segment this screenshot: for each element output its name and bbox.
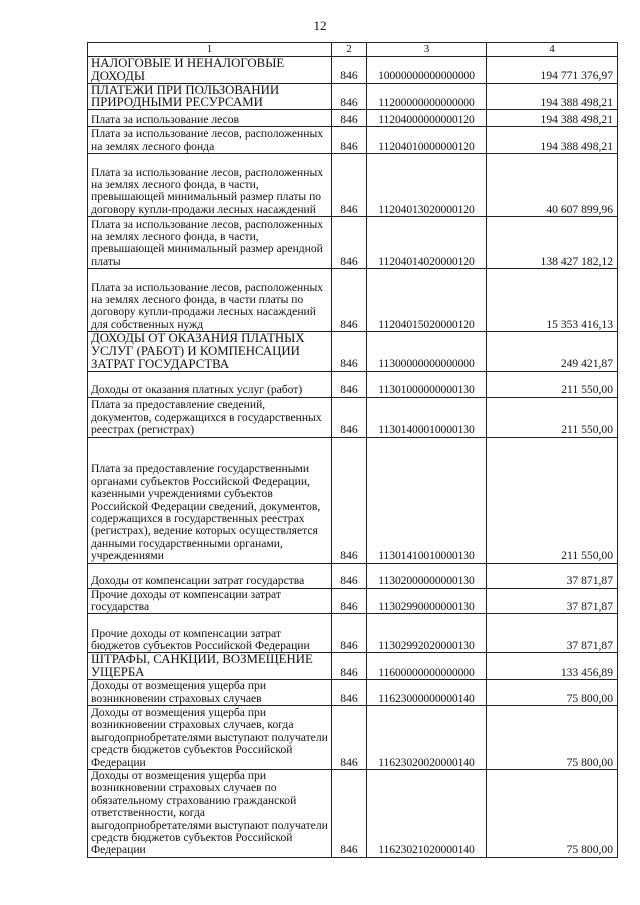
row-admin-code: 846 [332,397,367,437]
row-budget-code: 11200000000000000 [367,83,487,110]
row-admin-code: 846 [332,217,367,269]
row-budget-code: 11623020020000140 [367,705,487,769]
row-amount: 194 388 498,21 [487,83,618,110]
table-row [88,83,618,110]
row-budget-code: 11301410010000130 [367,437,487,563]
row-name: Плата за предоставление государственными органами субъектов Российской Федерации, казенными учреждениями субъектов Российской Федерации сведений, документов, содержащихся в государственных реестрах (регистрах), ведение которых осуществляется данными государственными органами, учреждениями [88,437,332,563]
row-name: НАЛОГОВЫЕ И НЕНАЛОГОВЫЕ ДОХОДЫ [88,57,332,84]
row-name: Прочие доходы от компенсации затрат бюджетов субъектов Российской Федерации [88,614,332,653]
table-row [88,588,618,614]
row-budget-code: 11302990000000130 [367,588,487,614]
row-budget-code: 11204000000000120 [367,110,487,127]
row-admin-code: 846 [332,371,367,397]
table-row [88,653,618,680]
table-row [88,127,618,154]
row-amount: 194 388 498,21 [487,127,618,154]
row-budget-code: 10000000000000000 [367,57,487,84]
row-budget-code: 11623000000000140 [367,679,487,705]
row-name: Доходы от компенсации затрат государства [88,563,332,588]
row-name: Плата за использование лесов, расположенных на землях лесного фонда [88,127,332,154]
column-header-4: 4 [487,43,618,57]
table-body [88,57,618,858]
row-admin-code: 846 [332,705,367,769]
row-name: Плата за использование лесов, расположенных на землях лесного фонда, в части, превышающей минимальный размер платы по договору купли-продажи лесных насаждений [88,154,332,217]
row-admin-code: 846 [332,57,367,84]
row-name: Доходы от возмещения ущерба при возникновении страховых случаев, когда выгодоприобретателями выступают получатели средств бюджетов субъектов Российской Федерации [88,705,332,769]
row-budget-code: 11301000000000130 [367,371,487,397]
column-number-row [88,43,618,57]
row-admin-code: 846 [332,110,367,127]
row-admin-code: 846 [332,614,367,653]
table-row [88,154,618,217]
row-admin-code: 846 [332,563,367,588]
column-header-2: 2 [332,43,367,57]
page-number: 12 [313,18,327,33]
column-header-1: 1 [88,43,332,57]
table-row [88,679,618,705]
row-name: Плата за предоставление сведений, документов, содержащихся в государственных реестрах (регистрах) [88,397,332,437]
row-name: Доходы от возмещения ущерба при возникновении страховых случаев [88,679,332,705]
row-amount: 194 771 376,97 [487,57,618,84]
table-row [88,332,618,371]
row-amount: 40 607 899,96 [487,154,618,217]
row-budget-code: 11204013020000120 [367,154,487,217]
row-amount: 75 800,00 [487,705,618,769]
row-budget-code: 11302992020000130 [367,614,487,653]
row-budget-code: 11301400010000130 [367,397,487,437]
row-budget-code: 11300000000000000 [367,332,487,371]
row-admin-code: 846 [332,437,367,563]
row-name: Доходы от возмещения ущерба при возникновении страховых случаев по обязательному страхованию гражданской ответственности, когда выгодоприобретателями выступают получатели средств бюджетов субъектов Российской Федерации [88,769,332,857]
table-row [88,371,618,397]
row-budget-code: 11204014020000120 [367,217,487,269]
row-admin-code: 846 [332,769,367,857]
table-row [88,57,618,84]
row-amount: 133 456,89 [487,653,618,680]
row-name: Доходы от оказания платных услуг (работ) [88,371,332,397]
row-admin-code: 846 [332,269,367,332]
row-budget-code: 11204015020000120 [367,269,487,332]
row-amount: 211 550,00 [487,371,618,397]
row-name: Плата за использование лесов, расположенных на землях лесного фонда, в части платы по договору купли-продажи лесных насаждений для собственных нужд [88,269,332,332]
row-amount: 211 550,00 [487,437,618,563]
table-row [88,269,618,332]
table-row [88,614,618,653]
table-row [88,110,618,127]
row-admin-code: 846 [332,588,367,614]
row-amount: 194 388 498,21 [487,110,618,127]
row-admin-code: 846 [332,679,367,705]
table-row [88,705,618,769]
row-budget-code: 11302000000000130 [367,563,487,588]
row-amount: 249 421,87 [487,332,618,371]
row-amount: 15 353 416,13 [487,269,618,332]
column-header-3: 3 [367,43,487,57]
row-admin-code: 846 [332,653,367,680]
row-name: ПЛАТЕЖИ ПРИ ПОЛЬЗОВАНИИ ПРИРОДНЫМИ РЕСУРСАМИ [88,83,332,110]
table-row [88,397,618,437]
revenue-table [87,42,618,858]
row-admin-code: 846 [332,332,367,371]
row-amount: 138 427 182,12 [487,217,618,269]
row-name: ШТРАФЫ, САНКЦИИ, ВОЗМЕЩЕНИЕ УЩЕРБА [88,653,332,680]
table-row [88,769,618,857]
row-admin-code: 846 [332,83,367,110]
table-row [88,437,618,563]
row-name: ДОХОДЫ ОТ ОКАЗАНИЯ ПЛАТНЫХ УСЛУГ (РАБОТ) И КОМПЕНСАЦИИ ЗАТРАТ ГОСУДАРСТВА [88,332,332,371]
row-amount: 37 871,87 [487,563,618,588]
row-amount: 37 871,87 [487,614,618,653]
row-amount: 75 800,00 [487,769,618,857]
row-admin-code: 846 [332,154,367,217]
row-amount: 211 550,00 [487,397,618,437]
row-budget-code: 11600000000000000 [367,653,487,680]
row-name: Плата за использование лесов, расположенных на землях лесного фонда, в части, превышающей минимальный размер арендной платы [88,217,332,269]
table-row [88,217,618,269]
row-admin-code: 846 [332,127,367,154]
row-name: Плата за использование лесов [88,110,332,127]
row-budget-code: 11204010000000120 [367,127,487,154]
row-amount: 37 871,87 [487,588,618,614]
table-row [88,563,618,588]
row-amount: 75 800,00 [487,679,618,705]
row-name: Прочие доходы от компенсации затрат государства [88,588,332,614]
row-budget-code: 11623021020000140 [367,769,487,857]
